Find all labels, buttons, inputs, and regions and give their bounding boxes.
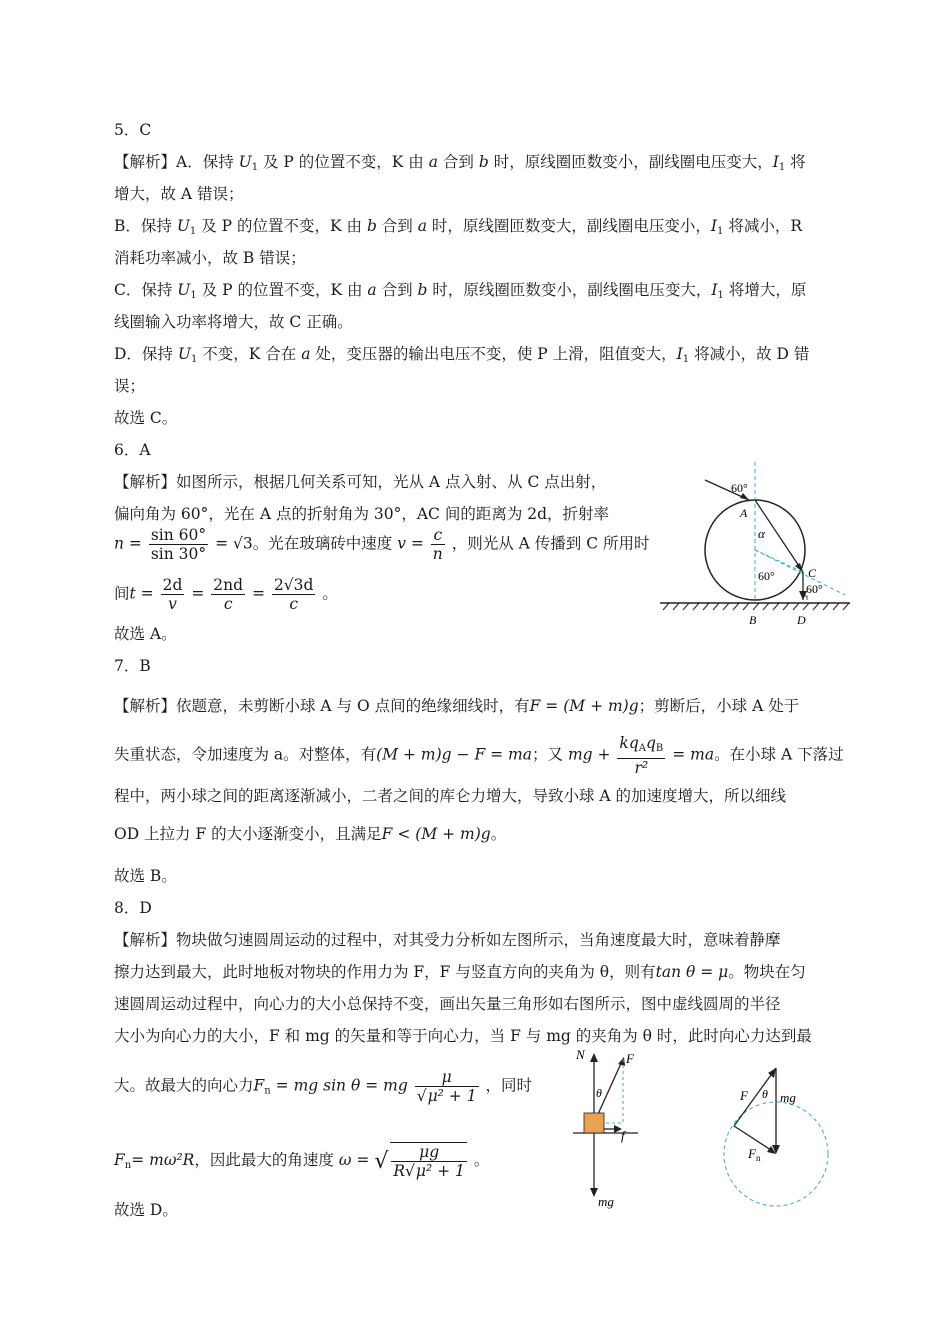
q5-line8: 误； bbox=[114, 377, 146, 395]
force-diagram-figure bbox=[568, 1045, 658, 1215]
label-theta2: θ bbox=[762, 1087, 768, 1101]
q5-line7: D．保持 $U_1$ 不变，K 合在 a 处，变压器的输出电压不变，使 P 上滑，阻值变大，$I_1$ 将减小，故 D 错 bbox=[114, 345, 810, 365]
q5-line2: 增大，故 A 错误； bbox=[114, 185, 244, 203]
q6-line1: 【解析】如图所示，根据几何关系可知，光从 A 点入射、从 C 点出射， bbox=[114, 473, 607, 491]
label-F: F bbox=[626, 1051, 634, 1066]
label-B: B bbox=[749, 613, 757, 627]
q5-answer: 故选 C。 bbox=[114, 409, 178, 427]
label-C: C bbox=[808, 566, 817, 580]
label-alpha: α bbox=[758, 526, 765, 541]
q5-line6: 线圈输入功率将增大，故 C 正确。 bbox=[114, 313, 353, 331]
time-fraction-1: $\frac{2d}{v}$ bbox=[162, 576, 183, 613]
label-D: D bbox=[797, 613, 806, 627]
mu-fraction: $\frac{\mu}{\text{√μ² + 1}}$ bbox=[416, 1068, 477, 1105]
q8-heading: 8．D bbox=[114, 899, 152, 917]
time-fraction-3: $\frac{2√3d}{c}$ bbox=[273, 576, 314, 613]
label-mg2: mg bbox=[780, 1090, 796, 1105]
q7-answer: 故选 B。 bbox=[114, 867, 177, 885]
q5-line3: B．保持 $U_1$ 及 P 的位置不变，K 由 b 合到 a 时，原线圈匝数变大，副线圈电压变小，$I_1$ 将减小，R bbox=[114, 217, 803, 237]
speed-fraction: $\frac{c}{n}$ bbox=[432, 526, 443, 563]
q8-answer: 故选 D。 bbox=[114, 1201, 178, 1219]
coulomb-fraction: $\frac{kq_Aq_B}{\text{r²}}$ bbox=[619, 734, 664, 777]
q8-line1: 【解析】物块做匀速圆周运动的过程中，对其受力分析如左图所示，当角速度最大时，意味着静摩 bbox=[114, 931, 781, 949]
label-f: f bbox=[621, 1128, 625, 1143]
block bbox=[584, 1113, 604, 1133]
q7-line1: 【解析】依题意，未剪断小球 A 与 O 点间的绝缘细线时，有F = (M + m)g；剪断后，小球 A 处于 bbox=[114, 697, 800, 715]
q5-line4: 消耗功率减小，故 B 错误； bbox=[114, 249, 306, 267]
q7-line3: 程中，两小球之间的距离逐渐减小，二者之间的库仑力增大，导致小球 A 的加速度增大，所以细线 bbox=[114, 787, 787, 805]
label-mg: mg bbox=[598, 1194, 614, 1209]
sin-ratio-fraction: $\frac{\sin 60^\circ}{\sin 30^\circ}$ bbox=[150, 526, 207, 563]
q6-answer: 故选 A。 bbox=[114, 625, 177, 643]
label-60-top: 60° bbox=[731, 481, 748, 495]
refraction-figure bbox=[655, 460, 855, 630]
label-Fn: $F_n$ bbox=[748, 1146, 761, 1163]
q7-line4: OD 上拉力 F 的大小逐渐变小，且满足F < (M + m)g。 bbox=[114, 825, 507, 843]
q8-line6: $F_n= m\omega^2R$，因此最大的角速度 ω = √ $\frac{\mu g}{\text{R√μ² + 1}}$ 。 bbox=[114, 1143, 490, 1180]
q5-line1: 【解析】A．保持 $U_1$ 及 P 的位置不变，K 由 a 合到 b 时，原线圈匝数变小，副线圈电压变大，$I_1$ 将 bbox=[114, 153, 806, 173]
q7-line2: 失重状态，令加速度为 a。对整体，有(M + m)g − F = ma；又 mg + $\frac{kq_Aq_B}{\text{r²}}$ = ma。在小球 A 下落过 bbox=[114, 734, 844, 777]
q8-line2: 擦力达到最大，此时地板对物块的作用力为 F，F 与竖直方向的夹角为 θ，则有tan θ = μ。物块在匀 bbox=[114, 963, 806, 981]
q5-heading: 5．C bbox=[114, 121, 152, 139]
q8-line3: 速圆周运动过程中，向心力的大小总保持不变，画出矢量三角形如右图所示，图中虚线圆周的半径 bbox=[114, 995, 781, 1013]
label-A: A bbox=[740, 506, 748, 520]
q6-heading: 6．A bbox=[114, 441, 151, 459]
q5-line5: C．保持 $U_1$ 及 P 的位置不变，K 由 a 合到 b 时，原线圈匝数变小，副线圈电压变大，$I_1$ 将增大，原 bbox=[114, 281, 807, 301]
label-60-low: 60° bbox=[806, 582, 823, 596]
q6-line2: 偏向角为 60°，光在 A 点的折射角为 30°，AC 间的距离为 2d，折射率 bbox=[114, 505, 610, 523]
q8-line5: 大。故最大的向心力$F_n$ = mg sin θ = mg $\frac{\mu}{\text{√μ² + 1}}$ ，同时 bbox=[114, 1068, 533, 1105]
label-N: N bbox=[576, 1047, 585, 1062]
q7-heading: 7．B bbox=[114, 657, 151, 675]
label-theta: θ bbox=[596, 1086, 602, 1100]
q8-line4: 大小为向心力的大小，F 和 mg 的矢量和等于向心力，当 F 与 mg 的夹角为 θ 时，此时向心力达到最 bbox=[114, 1027, 812, 1045]
time-fraction-2: $\frac{2nd}{c}$ bbox=[213, 576, 244, 613]
vector-triangle-figure bbox=[718, 1062, 838, 1212]
label-60-mid: 60° bbox=[758, 569, 775, 583]
label-F2: F bbox=[740, 1088, 748, 1103]
omega-fraction: $\frac{\mu g}{\text{R√μ² + 1}}$ bbox=[390, 1142, 467, 1180]
q6-line4: 间t = $\frac{2d}{v}$ = $\frac{2nd}{c}$ = $\frac{2√3d}{c}$ 。 bbox=[114, 576, 338, 613]
q6-line3: n = $\frac{\sin 60^\circ}{\sin 30^\circ}$ = √3。光在玻璃砖中速度 v = $\frac{c}{n}$ ，则光从 A 传播到 C 所用时 bbox=[114, 526, 650, 563]
